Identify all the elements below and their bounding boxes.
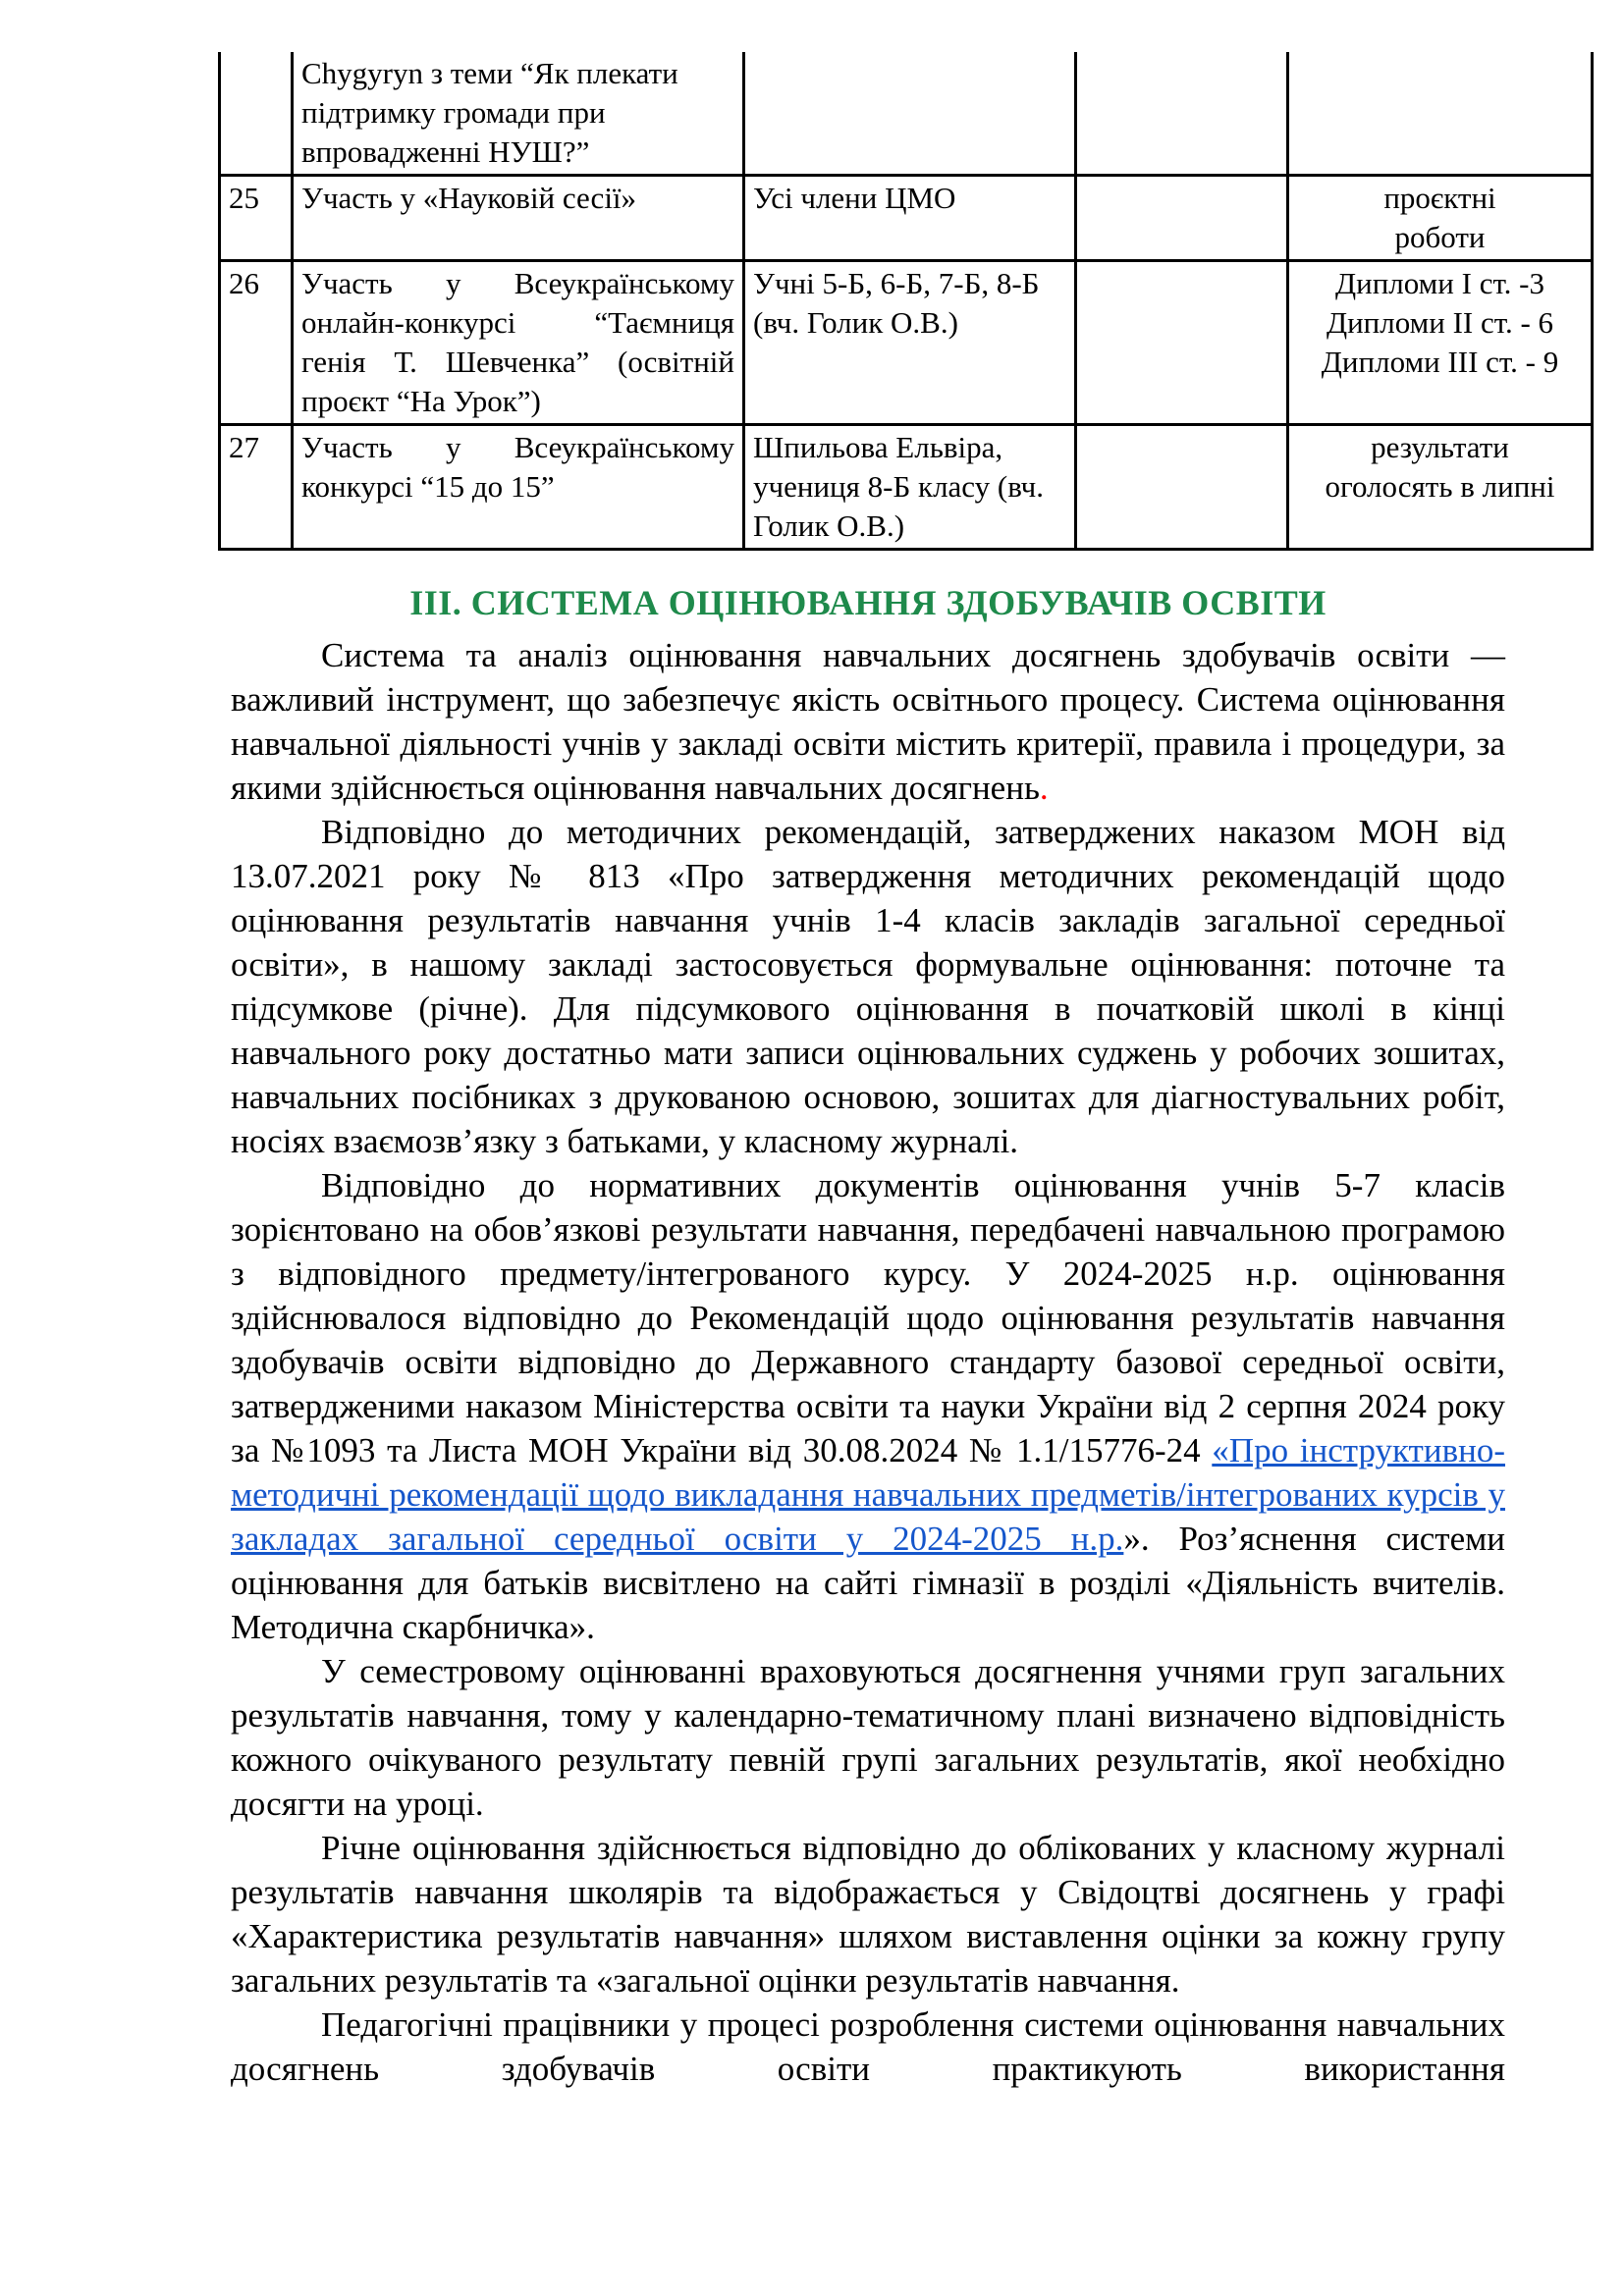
- participants-cell: [744, 52, 1076, 176]
- table-row: [220, 425, 1593, 550]
- document-body: [231, 633, 1505, 2091]
- result-cell: [1288, 261, 1593, 425]
- table-row: [220, 176, 1593, 261]
- paragraph-1-text: Система та аналіз оцінювання навчальних досягнень здобувачів освіти — важливий інструмент, що забезпечує якість освітнього процесу. Система оцінювання навчальної діяльності учнів у закладі освіти містить критерії, правила і процедури, за якими здійснюється оцінювання навчальних досягнень: [231, 636, 1505, 807]
- event-cell: Chygyryn з теми “Як плекати підтримку громади при впровадженні НУШ?”: [293, 52, 744, 176]
- participants-cell: Шпильова Ельвіра, учениця 8-Б класу (вч. Голик О.В.): [744, 425, 1076, 550]
- event-cell: Участь у Всеукраїнському онлайн-конкурсі “Таємниця генія Т. Шевченка” (освітній проєкт “На Урок”): [293, 261, 744, 425]
- table-row: [220, 52, 1593, 176]
- result-line: оголосять в липні: [1325, 469, 1555, 504]
- date-cell: [1076, 425, 1288, 550]
- paragraph-3-text-before-link: Відповідно до нормативних документів оцінювання учнів 5-7 класів зорієнтовано на обов’язкові результати навчання, передбачені навчальною програмою з відповідного предмету/інтегрованого курсу. У 2024-2025 н.р. оцінювання здійснювалося відповідно до Рекомендацій щодо оцінювання результатів навчання здобувачів освіти відповідно до Державного стандарту базової середньої освіти, затвердженими наказом Міністерства освіти та науки України від 2 серпня 2024 року за №1093 та Листа МОН України від 30.08.2024 № 1.1/15776-24: [231, 1166, 1505, 1469]
- row-number-cell: 26: [220, 261, 293, 425]
- paragraph-2: Відповідно до методичних рекомендацій, затверджених наказом МОН від 13.07.2021 року № 813 «Про затвердження методичних рекомендацій щодо оцінювання результатів навчання учнів 1-4 класів закладів загальної середньої освіти», в нашому закладі застосовується формувальне оцінювання: поточне та підсумкове (річне). Для підсумкового оцінювання в початковій школі в кінці навчального року достатньо мати записи оцінювальних суджень у робочих зошитах, навчальних посібниках з друкованою основою, зошитах для діагностувальних робіт, носіях взаємозв’язку з батьками, у класному журналі.: [231, 813, 1505, 1160]
- result-line: проєктні: [1383, 181, 1496, 215]
- row-number-cell: 25: [220, 176, 293, 261]
- methodical-recommendations-link[interactable]: «Про інструктивно-методичні рекомендації щодо викладання навчальних предметів/інтегрованих курсів у закладах загальної середньої освіти у 2024-2025 н.р.: [231, 1431, 1505, 1558]
- result-line: результати: [1371, 430, 1509, 464]
- result-line: Дипломи ІІІ ст. - 9: [1321, 345, 1559, 379]
- row-number-cell: [220, 52, 293, 176]
- table-row: [220, 261, 1593, 425]
- event-cell: Участь у «Науковій сесії»: [293, 176, 744, 261]
- participants-cell: Усі члени ЦМО: [744, 176, 1076, 261]
- event-cell: Участь у Всеукраїнському конкурсі “15 до 15”: [293, 425, 744, 550]
- result-line: Дипломи ІІ ст. - 6: [1326, 305, 1554, 340]
- result-line: Дипломи І ст. -3: [1334, 266, 1545, 300]
- paragraph-3: [231, 1163, 1505, 1649]
- paragraph-1: [231, 633, 1505, 810]
- result-cell: [1288, 52, 1593, 176]
- paragraph-1-red-period: .: [1039, 769, 1049, 807]
- result-line: роботи: [1394, 220, 1486, 254]
- result-cell: [1288, 425, 1593, 550]
- row-number-cell: 27: [220, 425, 293, 550]
- date-cell: [1076, 52, 1288, 176]
- section-heading: ІІІ. СИСТЕМА ОЦІНЮВАННЯ ЗДОБУВАЧІВ ОСВІТИ: [409, 583, 1326, 622]
- participants-cell: Учні 5-Б, 6-Б, 7-Б, 8-Б (вч. Голик О.В.): [744, 261, 1076, 425]
- date-cell: [1076, 176, 1288, 261]
- paragraph-6: Педагогічні працівники у процесі розроблення системи оцінювання навчальних досягнень здобувачів освіти практикують використання: [231, 2005, 1505, 2088]
- paragraph-3-text-after-link: ». Роз’яснення системи оцінювання для батьків висвітлено на сайті гімназії в розділі «Діяльність вчителів. Методична скарбничка».: [231, 1520, 1505, 1646]
- events-table: [218, 52, 1594, 551]
- date-cell: [1076, 261, 1288, 425]
- result-cell: [1288, 176, 1593, 261]
- paragraph-4: У семестровому оцінюванні враховуються досягнення учнями груп загальних результатів навчання, тому у календарно-тематичному плані визначено відповідність кожного очікуваного результату певній групі загальних результатів, якої необхідно досягти на уроці.: [231, 1652, 1505, 1823]
- paragraph-5: Річне оцінювання здійснюється відповідно до облікованих у класному журналі результатів навчання школярів та відображається у Свідоцтві досягнень у графі «Характеристика результатів навчання» шляхом виставлення оцінки за кожну групу загальних результатів та «загальної оцінки результатів навчання.: [231, 1829, 1505, 2000]
